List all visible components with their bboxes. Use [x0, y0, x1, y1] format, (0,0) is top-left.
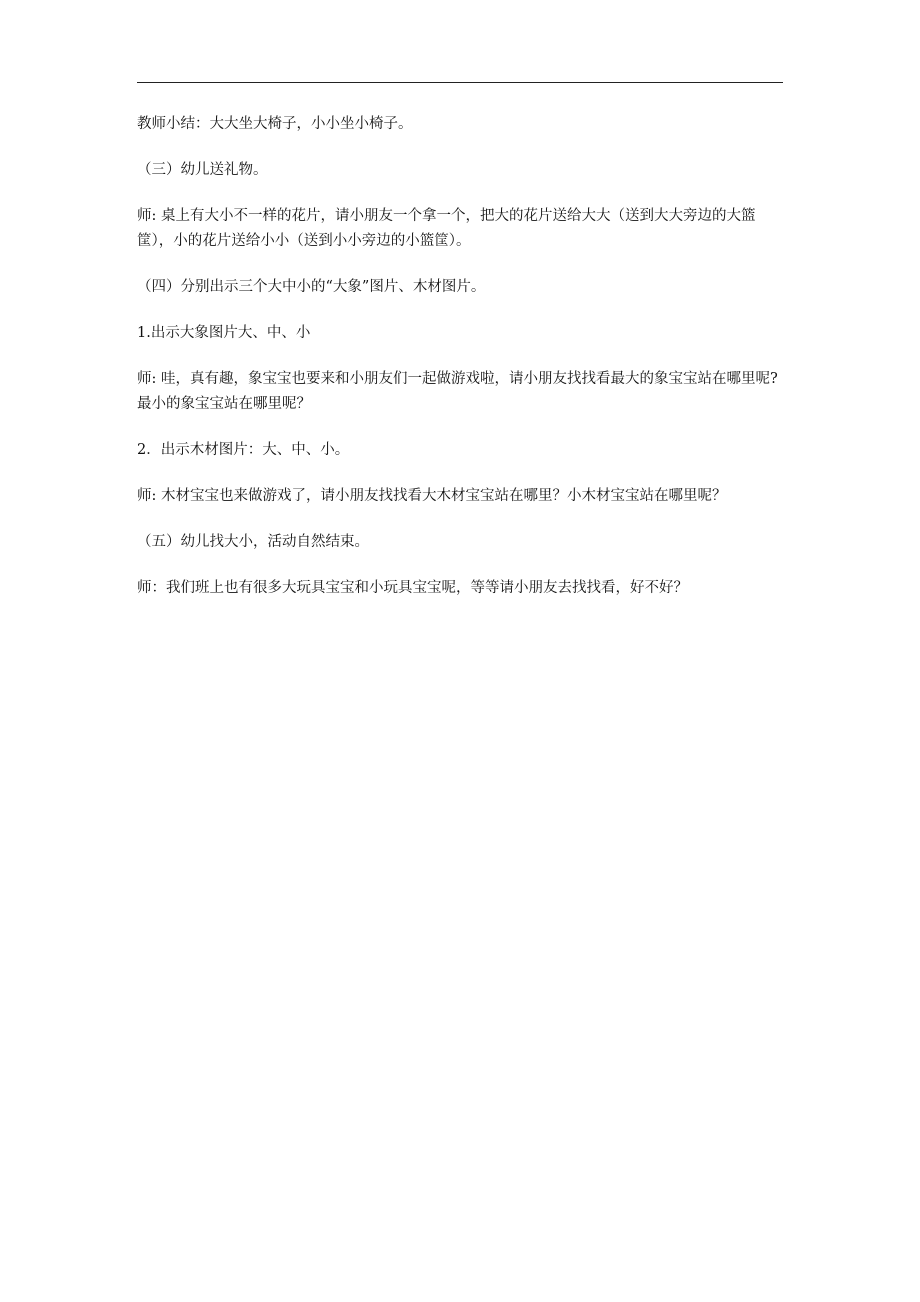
paragraph-teacher-summary: 教师小结：大大坐大椅子，小小坐小椅子。: [137, 116, 413, 132]
step-2-heading: 2．出示木材图片：大、中、小。: [137, 442, 350, 458]
section-heading-5: （五）幼儿找大小，活动自然结束。: [137, 534, 369, 550]
document-body: [137, 112, 785, 622]
paragraph-elephant: 师: 哇，真有趣，象宝宝也要来和小朋友们一起做游戏啦，请小朋友找找看最大的象宝宝站在哪里呢?最小的象宝宝站在哪里呢？: [137, 371, 778, 412]
section-heading-4: （四）分别出示三个大中小的“大象”图片、木材图片。: [137, 279, 486, 295]
paragraph-flower-pieces: 师: 桌上有大小不一样的花片，请小朋友一个拿一个，把大的花片送给大大（送到大大旁边的大篮筐），小的花片送给小小（送到小小旁边的小篮筐）。: [137, 208, 756, 249]
section-heading-3: （三）幼儿送礼物。: [137, 162, 268, 178]
header-rule: [137, 82, 783, 83]
paragraph-closing: 师：我们班上也有很多大玩具宝宝和小玩具宝宝呢，等等请小朋友去找找看，好不好？: [137, 580, 688, 596]
paragraph-wood: 师: 木材宝宝也来做游戏了，请小朋友找找看大木材宝宝站在哪里？小木材宝宝站在哪里呢？: [137, 488, 727, 504]
step-1-heading: 1.出示大象图片大、中、小: [137, 325, 311, 341]
